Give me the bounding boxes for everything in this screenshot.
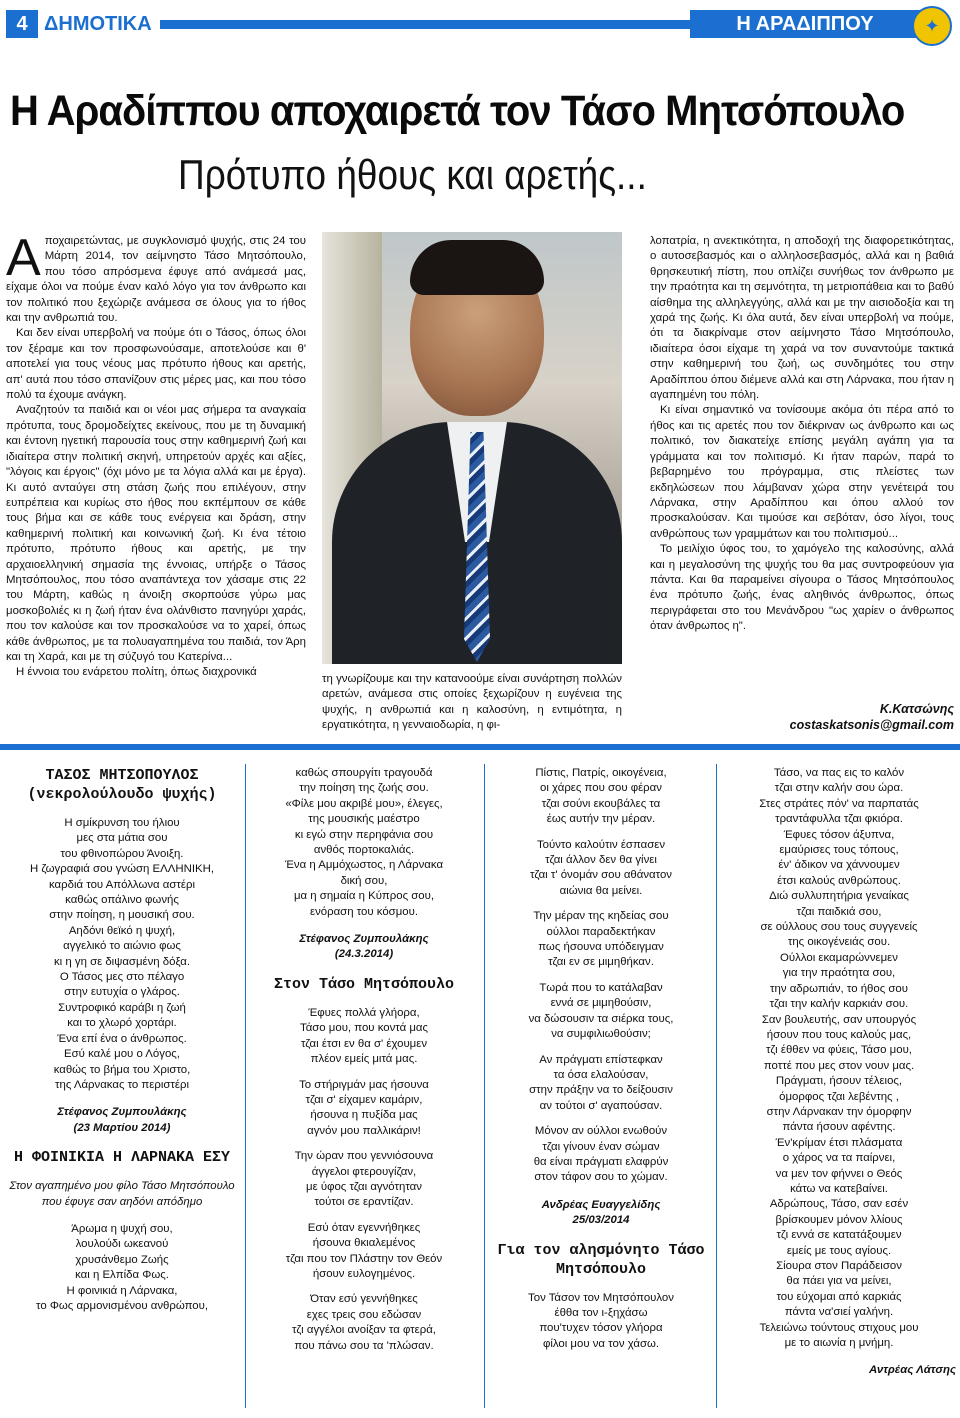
poem-line: και η Ελπίδα Φως. [75, 1269, 169, 1282]
poem-line: ποττέ που μες στον νουν μας. [763, 1059, 915, 1072]
poem-line: τζαι τ' όνομάν σου αθάνατον [529, 869, 672, 882]
poem-line: του εύχομαι από καρκιάς [776, 1290, 902, 1303]
poem-author: Ανδρέας Ευαγγελίδης [541, 1198, 661, 1211]
poem-line: Η σμίκρυνση του ήλιου [64, 817, 180, 829]
subtitle: Πρότυπο ήθους και αρετής... [178, 151, 647, 198]
column-rule [245, 764, 246, 1408]
poem-line: κι εγώ στην περηφάνια σου [294, 828, 434, 841]
article-paragraph: Το μειλίχιο ύφος του, το χαμόγελο της καλοσύνης, αλλά και η μεγαλοσύνη της ψυχής του θα μας συντροφεύουν για πάντα. Και θα παραμείνει σίγουρα ο Τάσος Μητσόπουλος ένα πρότυπο ζωής, ένας αληθινός άνθρωπος, όπως περιγράφεται στο του Μενάνδρου "ως χαρίεν ο άνθρωπος όταν άνθρωπος η". [650, 543, 954, 633]
poem-line: σε ούλλους σου τους συγγενείς [760, 921, 918, 934]
poem-line: Στες στράτες πόν' να παρπατάς [759, 797, 919, 810]
poem-line: πάντα να'σιεί γαλήνη. [784, 1306, 894, 1319]
poem-line: Εσύ καλέ μου ο Λόγος, [64, 1048, 180, 1061]
poem-line: τζαι που τον Πλάστην τον Θεόν [285, 1252, 443, 1265]
poem-line: έως αυτήν την μέραν. [546, 813, 656, 826]
poem-line: Όταν εσύ γεννήθηκες [310, 1293, 418, 1306]
poem-column-1 [6, 766, 238, 1314]
poem-line: Σαν βουλευτής, σαν υπουργός [761, 1013, 917, 1026]
poem-line: στον τάφον σου το χώμαν. [534, 1171, 668, 1184]
poem-line: Πράγματι, ήσουν τέλειος, [775, 1075, 903, 1088]
poem-line: θα πάει για να μείνει, [786, 1275, 892, 1288]
poem-lines [490, 1291, 712, 1353]
portrait-photo [322, 232, 622, 664]
poem-author: Αντρέας Λάτσης [869, 1364, 956, 1377]
article-paragraph: ποχαιρετώντας, με συγκλονισμό ψυχής, στις 24 του Μάρτη 2014, τον αείμνηστο Τάσο Μητσόπουλο, που τόσο απρόσμενα έφυγε από ανάμεσά μας, είχαμε όλοι να πούμε έναν καλό λόγο για τον άνθρωπο και τον πολιτικό που ξεχώριζε ανάμεσα σε όλους για το ήθος και την ανθρωπιά του. [6, 235, 306, 325]
poem-line: οι χάρες που σου φέραν [540, 782, 662, 795]
poem-line: εμαύρισες τους τόπους, [779, 844, 899, 857]
poem-line [490, 971, 712, 981]
poem-line: καθώς το βήμα του Χριστο, [53, 1063, 191, 1076]
poem-column-2 [250, 766, 478, 1354]
poem-line: Τάσο μου, που κοντά μας [299, 1022, 428, 1035]
poem-line: της οικογένειάς σου. [787, 936, 891, 949]
poem-line [250, 1211, 478, 1221]
poem-line: Συντροφικό καράβι η ζωή [58, 1001, 186, 1014]
poem-line: όμορφος τζαι λεβέντης , [779, 1090, 899, 1103]
poem-line: Διώ συλλυπητήρια γεναίκας [769, 890, 909, 903]
poem-line: Αν πράγματι επίστεφκαν [539, 1053, 663, 1066]
poem-title: ΤΑΣΟΣ ΜΗΤΣΟΠΟΥΛΟΣ (νεκρολούλουδο ψυχής) [27, 767, 217, 803]
poem-line [250, 1139, 478, 1149]
poem-line: στην πράξην να το δείξουσιν [529, 1084, 673, 1097]
poem-line: για την πραότητα σου, [782, 967, 896, 980]
poem-line: εμείς με τους αγίους. [786, 1244, 892, 1257]
poem-author: Στέφανος Ζυμπουλάκης [299, 933, 429, 946]
article-paragraph: Αναζητούν τα παιδιά και οι νέοι μας σήμερα τα αναγκαία πρότυπα, τους δρομοδείχτες εκείνους, που με τη δυναμική και έντονη ηγετική παρουσία τους στην καθημερινή ζωή και ιδιαίτερα στην πολιτική σκηνή, υπηρετούν αρχές και αξίες, "λόγοις και έργοις" (όχι μόνο με τα λόγια αλλά και με έργα). Κι αυτό ανταύγει στη στάση ζωής που επιλέγουν, στην ευπρέπεια και κυρίως στο ήθος που εκπέμπουν σε κάθε τους βήμα και σε κάθε τους ενέργεια και δράση, στην καθημερινή πολιτική και κοινωνική ζωή. Κι ένα τέτοιο πρότυπο, πρότυπο ήθους και αρετής, με την αρχαιοελληνική σημασία της έννοιας, υπήρξε ο Τάσος Μητσόπουλος, που τόσο αναπάντεχα τον χάσαμε στις 22 του Μάρτη, καθώς η άνοιξη σκορπούσε γύρω μας μοσκοβολιές κι η ζωή ήταν ένα ολάνθιστο πανηγύρι χαράς, που τον καλούσε και τον προσκαλούσε να το χαρεί, όπως κάθε άνθρωπος, με τα πολυαγαπημένα του παιδιά, τον Άρη και τη Χαρά, και με τη σύζυγό του Κατερίνα... [6, 404, 306, 663]
article-column-2 [322, 672, 622, 734]
poem-line: πάντα ήσουν αφέντης. [782, 1121, 896, 1134]
poem-line: Ο Τάσος μες στο πέλαγο [59, 971, 185, 984]
poem-lines [250, 1006, 478, 1354]
poem-line: Η ζωγραφιά σου γνώση ΕΛΛΗΝΙΚΗ, [30, 863, 214, 876]
poem-line: έθθα τον ι-ξηχάσω [554, 1306, 648, 1319]
poem-line: βρίσκουμεν μόνον λλίους [775, 1213, 903, 1226]
poem-line: Ούλλοι εκαμαρώννεμεν [780, 951, 898, 964]
poem-line: χρυσάνθεμο Ζωής [75, 1253, 169, 1266]
page-header [0, 6, 960, 40]
poem-line: τζαι γίνουν έναν σώμαν [542, 1140, 660, 1153]
page-number: 4 [6, 10, 38, 38]
poem-line: κι η γη σε διψασμένη δόξα. [53, 955, 191, 968]
poem-title: Για τον αλησμόνητο Τάσο Μητσόπουλο [497, 1241, 705, 1278]
poem-line: έν' άδικον να χάννουμεν [778, 859, 900, 872]
poem-line: Αδρώπους, Τάσο, σαν εσέν [769, 1198, 909, 1211]
poem-line: Την ώραν που γεννιόσουνα [294, 1150, 434, 1163]
poem-lines [250, 766, 478, 920]
poem-title: Στον Τάσο Μητσόπουλο [273, 975, 455, 993]
poem-line: που πάνω σου τα 'πλώσαν. [294, 1339, 434, 1352]
section-name: Η ΑΡΑΔΙΠΠΟΥ [690, 10, 920, 38]
poem-line: τζαι την καλήν καρκιάν σου. [769, 998, 909, 1011]
poem-line: Ένα επί ένα ο άνθρωπος. [57, 1032, 187, 1045]
poem-line: τζαι σ' είχαμεν καμάριν, [305, 1093, 423, 1106]
article-column-1 [6, 229, 306, 681]
headline: Η Αραδίππου αποχαιρετά τον Τάσο Μητσόπουλο [10, 87, 905, 135]
column-rule [484, 764, 485, 1408]
poem-line: καθώς οπάλινο φωνής [65, 894, 179, 907]
author-email: costaskatsonis@gmail.com [789, 718, 954, 732]
poem-line: τζαι παιδκιά σου, [796, 905, 882, 918]
poem-line [490, 828, 712, 838]
poem-line: και το χλωρό χορτάρι. [67, 1017, 177, 1030]
poem-line [490, 899, 712, 909]
poem-line: στην ευτυχία ο γλάρος. [64, 986, 180, 999]
poem-line: Τωρά που το κατάλαβαν [539, 981, 663, 994]
poem-line: Άρωμα η ψυχή σου, [71, 1222, 173, 1235]
poem-lines [6, 816, 238, 1093]
poem-line: ήσουν που τους καλούς μας, [766, 1028, 912, 1041]
column-rule [716, 764, 717, 1408]
poem-line: να συμφιλιωθούσιν; [551, 1028, 651, 1041]
poem-line: Τελειώνω τούντους στιχους μου [759, 1321, 919, 1334]
poem-line: Τούντο καλούτιν έσπασεν [536, 838, 666, 851]
poem-line: τζαι έτσι εν θα σ' έχουμεν [300, 1037, 428, 1050]
poem-line: τζι εννά σε κατατάξουμεν [776, 1229, 902, 1242]
dove-logo-icon: ✦ [912, 6, 952, 46]
poem-line: Η φοινικιά η Λάρνακα, [66, 1284, 178, 1297]
poem-line: Πίστις, Πατρίς, οικογένεια, [535, 767, 667, 779]
poem-line: δική σου, [340, 874, 388, 887]
poem-line: Τον Τάσον τον Μητσόπουλον [528, 1291, 674, 1304]
poem-date: (23 Μαρτίου 2014) [73, 1121, 171, 1134]
poem-line: το Φως αρμονισμένου ανθρώπου, [35, 1299, 208, 1312]
poem-line: Ένα η Αμμόχωστος, η Λάρνακα [284, 859, 444, 872]
poem-line: τζι έθθεν να φύεις, Τάσο μου, [766, 1044, 912, 1057]
poem-line: λουλούδι ωκεανού [75, 1238, 169, 1251]
section-divider [0, 744, 960, 750]
poem-line [250, 1068, 478, 1078]
article-paragraph: Η έννοια του ενάρετου πολίτη, όπως διαχρονικά [16, 666, 257, 679]
poem-lines [6, 1222, 238, 1314]
poem-column-4 [722, 766, 956, 1379]
poem-line: ενόραση του κόσμου. [310, 905, 418, 918]
poem-line: να μεν τον φήννει ο Θεός [775, 1167, 903, 1180]
poem-line [490, 1114, 712, 1124]
poem-author: Στέφανος Ζυμπουλάκης [57, 1106, 187, 1119]
poem-line: Σίουρα στον Παράδεισον [776, 1260, 902, 1272]
drop-cap: Α [6, 229, 41, 287]
poem-line: μα η σημαία η Κύπρος σου, [293, 890, 435, 903]
poem-line: την ποίηση της ζωής σου. [299, 782, 429, 795]
poem-line: αγγελικό το αιώνιο φως [63, 940, 181, 953]
poem-line: άγγελοι φτερουγίζαν, [311, 1165, 417, 1178]
poem-line: μες στα μάτια σου [76, 832, 168, 845]
poem-line: του φθινοπώρου Άνοιξη. [60, 847, 184, 860]
poem-column-3 [490, 766, 712, 1352]
poem-dedication: Στον αγαπημένο μου φίλο Τάσο Μητσόπουλο που έφυγε σαν αηδόνι απόδημο [9, 1180, 235, 1208]
poem-line: Έν'κρίμαν έτσι πλάσματα [775, 1136, 903, 1149]
poem-line: πως ήσουνα υπόδειγμαν [538, 941, 664, 954]
poem-line [490, 1043, 712, 1053]
poem-line: φίλοι μου να τον χάσω. [542, 1337, 660, 1350]
poem-lines [722, 766, 956, 1351]
poem-line: με το αιωνία η μνήμη. [784, 1337, 894, 1350]
poem-line: αν τούτοι σ' αγαπούσαν. [539, 1099, 663, 1112]
poem-date: 25/03/2014 [572, 1214, 630, 1227]
poem-line: καθώς σπουργίτι τραγουδά [295, 767, 433, 779]
poem-line: τζαι εν σε μιμηθήκαν. [548, 956, 654, 969]
poem-line: αιώνια θα μείνει. [559, 884, 643, 897]
poem-line: πλέον εμείς μιτά μας. [310, 1053, 418, 1066]
poem-line: Εσύ όταν εγεννήθηκες [307, 1221, 421, 1234]
poem-line: καρδιά του Απόλλωνα αστέρι [48, 878, 195, 891]
poem-line: «Φίλε μου ακριβέ μου», έλεγες, [285, 797, 443, 810]
poem-line: Τάσο, να πας εις το καλόν [773, 767, 905, 779]
poem-line: τραντάφυλλα τζαι φκιόρα. [775, 813, 903, 826]
article-paragraph: Κι είναι σημαντικό να τονίσουμε ακόμα ότι πέρα από το ήθος και τις αρετές που τον διέκριναν ως άνθρωπο και ως πολιτικό, τον διακατείχε επίσης μεγάλη αγάπη για τα γράμματα και τον πολιτισμό. Κι ήταν παρών, παρά το βεβαρημένο του πρόγραμμα, στις πλείστες των εκδηλώσεων που λάμβαναν χώρα στην γενέτειρά του Λάρνακα, στην Αραδίππου και όπου αλλού τον προσκαλούσαν. Και τιμούσε και σεβόταν, όσο λίγοι, τους ανθρώπους των γραμμάτων και του πολιτισμού... [650, 404, 954, 540]
poem-line: στην ποίηση, η μουσική σου. [49, 909, 195, 922]
poem-line: τζαι στην καλήν σου ώρα. [774, 782, 904, 795]
poem-line: εχες τρεις σου εδώσαν [306, 1308, 422, 1321]
poem-line: Αηδόνι θεϊκό η ψυχή, [68, 924, 176, 937]
poem-line: έτσι καλούς ανθρώπους. [777, 874, 901, 887]
poem-line: της Λάρνακας το περιστέρι [54, 1078, 189, 1091]
poem-line: να δώσουσιν τα σιέρκα τους, [528, 1012, 674, 1025]
poem-line: ούλλοι παραδεκτήκαν [546, 925, 656, 938]
poem-line: τζαι σούνι εκουβάλες τα [541, 797, 661, 810]
poem-line: Έφυες τόσον άξυπνα, [783, 828, 895, 841]
article-paragraph: Και δεν είναι υπερβολή να πούμε ότι ο Τάσος, όπως όλοι τον ξέραμε και τον προσφωνούσαμε, αποτελούσε και θ' αποτελεί για τους νέους μας πρότυπο ήθους και αρετής, απ' αυτά που τόσο σπανίζουν στις μέρες μας, και που τόσο πολύ τα έχουμε ανάγκη. [6, 327, 306, 402]
section-label: ΔΗΜΟΤΙΚΑ [44, 13, 152, 35]
poem-line: τούτοι σε εραντίζαν. [314, 1196, 414, 1209]
poem-line: ανθός πορτοκαλιάς. [313, 844, 415, 857]
poem-line: κάτω να κατεβαίνει. [790, 1182, 888, 1195]
poem-line: της μουσικής μαέστρο [308, 813, 420, 826]
article-column-3 [650, 234, 954, 635]
poem-line: ήσουνα θκιαλεμένος [312, 1237, 416, 1250]
poem-line: ήσουνα η πυξίδα μας [310, 1109, 418, 1122]
poem-line: τα όσα ελαλούσαν, [553, 1068, 649, 1081]
poem-lines [490, 766, 712, 1186]
poem-line: τζι αγγέλοι ανοίξαν τα φτερά, [292, 1324, 436, 1337]
article-paragraph: τη γνωρίζουμε και την κατανοούμε είναι συνάρτηση πολλών αρετών, ανάμεσα στις οποίες ξεχωρίζουν η ευγένεια της ψυχής, η ανθρωπιά και η καλοσύνη, η εντιμότητα, η εργατικότητα, η γενναιοδωρία, η φι- [322, 673, 622, 732]
poem-line: με ύφος τζαι αγνότηταν [306, 1180, 422, 1193]
poem-line [250, 1282, 478, 1292]
poem-line: την αδρωπιάν, το ήθος σου [770, 982, 908, 995]
poem-title: Η ΦΟΙΝΙΚΙΑ Η ΛΑΡΝΑΚΑ ΕΣΥ [13, 1149, 231, 1167]
poem-line: Το στήριγμάν μας ήσουνα [299, 1078, 429, 1091]
poem-line: Έφυες πολλά γλήορα, [308, 1006, 420, 1019]
poem-line: Την μέραν της κηδείας σου [533, 910, 669, 923]
article-paragraph: λοπατρία, η ανεκτικότητα, η αποδοχή της διαφορετικότητας, ο αυτοσεβασμός και ο αλληλοσεβασμός, αλλά και η βαθιά θρησκευτική πίστη, που οπλίζει συνήθως τον άνθρωπο με την πραότητα και τη σεμνότητα, τη μετριοπάθεια και το βαθύ αίσθημα της αλληλεγγύης, αλλά και με την αισιοδοξία και τη χαρά της ζωής. Κι όλα αυτά, δεν είναι υπερβολή να πούμε, ότι τα διακρίναμε στον αείμνηστο Τάσο Μητσόπουλο, ιδιαίτερα όσοι είχαμε τη χαρά να τον συναντούμε τακτικά στην καθημερινή του ζωή, ως συνδημότες του στην Αραδίππου όπου διέμενε αλλά και στη Λάρνακα, που ήταν η αγαπημένη του πόλη. [650, 235, 954, 402]
poem-line: που'τυχεν τόσον γλήορα [539, 1322, 663, 1335]
poem-date: (24.3.2014) [334, 948, 394, 961]
poem-line: Μόνον αν ούλλοι ενωθούν [534, 1125, 668, 1138]
poem-line: εννά σε μιμηθούσιν, [550, 997, 652, 1010]
poem-line: αγνόν μου παλλικάριν! [307, 1124, 421, 1137]
poem-line: θα είναι πράγματι ελαφρύν [533, 1155, 669, 1168]
poem-line: στην Λάρνακαν την όμορφην [766, 1105, 912, 1118]
author-name: Κ.Κατσώνης [879, 702, 954, 716]
poem-line: ήσουν ευλογημένος. [312, 1267, 416, 1280]
poem-line: τζαι άλλον δεν θα γίνει [545, 854, 657, 867]
poem-line: ο χάρος να τα παίρνει, [782, 1152, 896, 1165]
